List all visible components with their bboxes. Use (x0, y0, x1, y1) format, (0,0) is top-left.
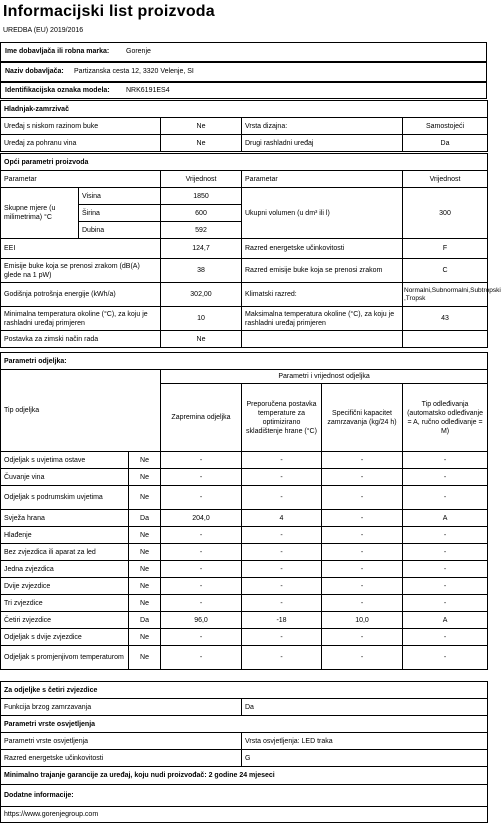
compartment-present: Ne (129, 486, 161, 510)
compartment-defrost-type: A (403, 510, 488, 527)
eei-value: 124,7 (161, 239, 242, 259)
compartment-volume: - (161, 595, 242, 612)
compartment-present: Ne (129, 578, 161, 595)
compartment-freezing-capacity: - (322, 486, 403, 510)
additional-heading: Dodatne informacije: (1, 785, 488, 807)
compartment-name: Hlađenje (1, 527, 129, 544)
energy-consumption-label: Godišnja potrošnja energije (kWh/a) (1, 283, 161, 307)
table-row (1, 646, 488, 670)
compartment-present: Ne (129, 469, 161, 486)
table-row (1, 561, 488, 578)
table-row (1, 527, 488, 544)
compartment-defrost-type: - (403, 578, 488, 595)
compartment-params-header: Parametri i vrijednost odjeljka (161, 370, 488, 384)
category-table (0, 100, 488, 152)
compartment-freezing-capacity: - (322, 646, 403, 670)
max-temp-value: 43 (403, 307, 488, 331)
compartment-defrost-type: A (403, 612, 488, 629)
compartment-temperature: - (242, 629, 322, 646)
compartment-volume: - (161, 452, 242, 469)
lighting-type-value: Vrsta osvjetljenja: LED traka (242, 733, 488, 750)
design-type-value: Samostojeći (403, 118, 488, 135)
compartment-freezing-capacity: - (322, 561, 403, 578)
compartment-volume: - (161, 561, 242, 578)
noise-class-label: Razred emisije buke koja se prenosi zrakom (242, 259, 403, 283)
table-row (1, 578, 488, 595)
four-star-heading: Za odjeljke s četiri zvjezdice (1, 682, 488, 699)
table-row (1, 595, 488, 612)
noise-value: 38 (161, 259, 242, 283)
compartment-defrost-type: - (403, 629, 488, 646)
winter-mode-label: Postavka za zimski način rada (1, 331, 161, 348)
volume-label: Ukupni volumen (u dm³ ili l) (242, 188, 403, 239)
compartment-present: Ne (129, 595, 161, 612)
compartment-defrost-type: - (403, 646, 488, 670)
compartment-name: Odjeljak s dvije zvjezdice (1, 629, 129, 646)
compartment-freezing-capacity: - (322, 527, 403, 544)
compartment-temperature: 4 (242, 510, 322, 527)
min-temp-value: 10 (161, 307, 242, 331)
compartment-freezing-capacity: - (322, 544, 403, 561)
compartment-defrost-type: - (403, 595, 488, 612)
depth-label: Dubina (79, 222, 161, 239)
compartment-present: Da (129, 612, 161, 629)
volume-col-header: Zapremina odjeljka (161, 384, 242, 452)
compartment-present: Ne (129, 561, 161, 578)
table-row (1, 510, 488, 527)
fast-freeze-label: Funkcija brzog zamrzavanja (1, 699, 242, 716)
low-noise-value: Ne (161, 118, 242, 135)
compartment-temperature: - (242, 469, 322, 486)
compartment-volume: - (161, 486, 242, 510)
fast-freeze-value: Da (242, 699, 488, 716)
compartment-freezing-capacity: - (322, 629, 403, 646)
noise-class-value: C (403, 259, 488, 283)
general-heading: Opći parametri proizvoda (1, 154, 488, 171)
compartment-volume: - (161, 469, 242, 486)
energy-class-value: F (403, 239, 488, 259)
compartment-rows (1, 452, 488, 670)
compartment-name: Čuvanje vina (1, 469, 129, 486)
regulation-reference: UREDBA (EU) 2019/2016 (3, 27, 84, 34)
compartment-volume: 96,0 (161, 612, 242, 629)
supplier-value: Gorenje (126, 48, 151, 55)
compartment-freezing-capacity: - (322, 452, 403, 469)
compartment-defrost-type: - (403, 469, 488, 486)
address-value: Partizanska cesta 12, 3320 Velenje, SI (74, 68, 194, 75)
category-heading: Hladnjak-zamrzivač (1, 101, 488, 118)
compartment-present: Ne (129, 646, 161, 670)
wine-storage-value: Ne (161, 135, 242, 152)
empty-cell (403, 331, 488, 348)
value-header-2: Vrijednost (403, 171, 488, 188)
design-type-label: Vrsta dizajna: (242, 118, 403, 135)
depth-value: 592 (161, 222, 242, 239)
compartment-present: Ne (129, 629, 161, 646)
compartment-defrost-type: - (403, 527, 488, 544)
compartment-volume: - (161, 578, 242, 595)
compartment-name: Tri zvjezdice (1, 595, 129, 612)
defrost-col-header: Tip odleđivanja (automatsko odleđivanje = A, ručno odleđivanje = M) (403, 384, 488, 452)
compartment-volume: 204,0 (161, 510, 242, 527)
compartment-temperature: - (242, 527, 322, 544)
compartment-name: Četiri zvjezdice (1, 612, 129, 629)
general-parameters-table (0, 153, 501, 348)
eei-label: EEI (1, 239, 161, 259)
min-temp-label: Minimalna temperatura okoline (°C), za koju je rashladni uređaj primjeren (1, 307, 161, 331)
compartment-defrost-type: - (403, 544, 488, 561)
model-row (0, 82, 487, 99)
energy-class-label: Razred energetske učinkovitosti (242, 239, 403, 259)
compartment-freezing-capacity: 10,0 (322, 612, 403, 629)
max-temp-label: Maksimalna temperatura okoline (°C), za koju je rashladni uređaj primjeren (242, 307, 403, 331)
table-row (1, 486, 488, 510)
width-value: 600 (161, 205, 242, 222)
noise-label: Emisije buke koja se prenosi zrakom (dB(A) glede na 1 pW) (1, 259, 161, 283)
compartment-temperature: -18 (242, 612, 322, 629)
compartment-temperature: - (242, 646, 322, 670)
compartment-name: Bez zvjezdica ili aparat za led (1, 544, 129, 561)
temperature-col-header: Preporučena postavka temperature za optimizirano skladištenje hrane (°C) (242, 384, 322, 452)
param-header: Parametar (1, 171, 161, 188)
compartment-volume: - (161, 646, 242, 670)
compartment-freezing-capacity: - (322, 510, 403, 527)
compartment-volume: - (161, 527, 242, 544)
param-header-2: Parametar (242, 171, 403, 188)
height-label: Visina (79, 188, 161, 205)
wine-storage-label: Uređaj za pohranu vina (1, 135, 161, 152)
compartment-defrost-type: - (403, 561, 488, 578)
compartment-temperature: - (242, 561, 322, 578)
dimensions-label: Skupne mjere (u milimetrima) °C (1, 188, 79, 239)
address-label: Naziv dobavljača: (5, 68, 64, 75)
lighting-type-label: Parametri vrste osvjetljenja (1, 733, 242, 750)
freezing-capacity-col-header: Specifični kapacitet zamrzavanja (kg/24 h) (322, 384, 403, 452)
model-value: NRK6191ES4 (126, 87, 170, 94)
table-row (1, 544, 488, 561)
warranty-text: Minimalno trajanje garancije za uređaj, koju nudi proizvođač: 2 godine 24 mjeseci (1, 767, 488, 785)
compartment-temperature: - (242, 486, 322, 510)
volume-value: 300 (403, 188, 488, 239)
compartment-defrost-type: - (403, 486, 488, 510)
compartment-name: Odjeljak s uvjetima ostave (1, 452, 129, 469)
page-title: Informacijski list proizvoda (3, 3, 215, 20)
website-link[interactable]: https://www.gorenjegroup.com (1, 807, 488, 823)
compartment-present: Da (129, 510, 161, 527)
winter-mode-value: Ne (161, 331, 242, 348)
table-row (1, 629, 488, 646)
compartment-present: Ne (129, 527, 161, 544)
compartment-type-header: Tip odjeljka (1, 370, 161, 452)
compartment-freezing-capacity: - (322, 595, 403, 612)
compartments-heading: Parametri odjeljka: (1, 353, 488, 370)
compartment-name: Dvije zvjezdice (1, 578, 129, 595)
compartment-freezing-capacity: - (322, 469, 403, 486)
lighting-class-value: G (242, 750, 488, 767)
compartment-temperature: - (242, 544, 322, 561)
lighting-heading: Parametri vrste osvjetljenja (1, 716, 488, 733)
compartment-name: Odjeljak s promjenjivom temperaturom (1, 646, 129, 670)
compartment-temperature: - (242, 595, 322, 612)
supplier-label: Ime dobavljača ili robna marka: (5, 48, 110, 55)
compartment-present: Ne (129, 544, 161, 561)
footer-table (0, 681, 488, 823)
value-header: Vrijednost (161, 171, 242, 188)
height-value: 1850 (161, 188, 242, 205)
other-refrigerating-value: Da (403, 135, 488, 152)
compartment-present: Ne (129, 452, 161, 469)
table-row (1, 469, 488, 486)
compartment-temperature: - (242, 452, 322, 469)
table-row (1, 612, 488, 629)
climate-class-value: Normalni,Subnormalni,Subtropski ,Tropsk (403, 283, 488, 307)
supplier-row (0, 42, 487, 62)
compartment-volume: - (161, 544, 242, 561)
lighting-class-label: Razred energetske učinkovitosti (1, 750, 242, 767)
compartments-table (0, 352, 488, 670)
compartment-volume: - (161, 629, 242, 646)
empty-cell (242, 331, 403, 348)
address-row (0, 62, 487, 82)
other-refrigerating-label: Drugi rashladni uređaj (242, 135, 403, 152)
climate-class-label: Klimatski razred: (242, 283, 403, 307)
low-noise-label: Uređaj s niskom razinom buke (1, 118, 161, 135)
compartment-freezing-capacity: - (322, 578, 403, 595)
energy-consumption-value: 302,00 (161, 283, 242, 307)
model-label: Identifikacijska oznaka modela: (5, 87, 110, 94)
compartment-name: Odjeljak s podrumskim uvjetima (1, 486, 129, 510)
width-label: Širina (79, 205, 161, 222)
compartment-defrost-type: - (403, 452, 488, 469)
compartment-temperature: - (242, 578, 322, 595)
compartment-name: Svježa hrana (1, 510, 129, 527)
compartment-name: Jedna zvjezdica (1, 561, 129, 578)
table-row (1, 452, 488, 469)
